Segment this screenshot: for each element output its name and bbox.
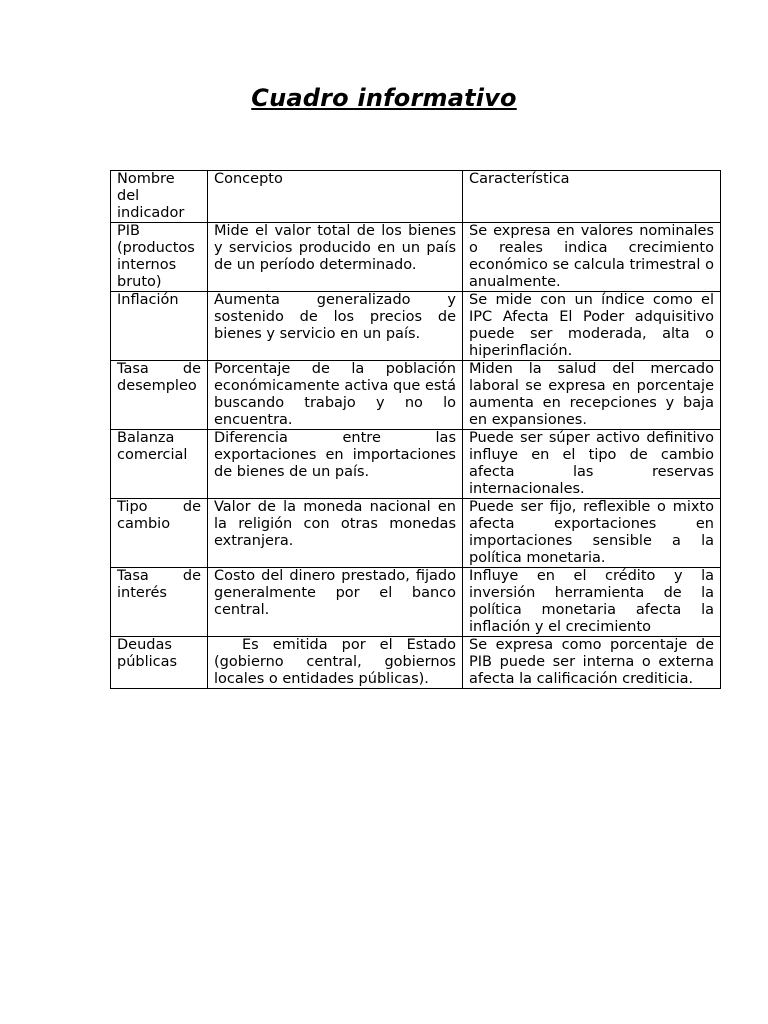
cell-indicator: Tasa de interés	[111, 568, 208, 637]
cell-characteristic: Miden la salud del mercado laboral se expresa en porcentaje aumenta en recepciones y baja en expansiones.	[463, 361, 721, 430]
cell-characteristic: Puede ser fijo, reflexible o mixto afecta exportaciones en importaciones sensible a la política monetaria.	[463, 499, 721, 568]
page-title: Cuadro informativo	[251, 84, 517, 112]
table-row	[111, 637, 721, 689]
cell-characteristic: Se expresa en valores nominales o reales indica crecimiento económico se calcula trimestral o anualmente.	[463, 223, 721, 292]
cell-indicator: Inflación	[111, 292, 208, 361]
cell-concept: Aumenta generalizado y sostenido de los precios de bienes y servicio en un país.	[208, 292, 463, 361]
cell-concept: Mide el valor total de los bienes y servicios producido en un país de un período determinado.	[208, 223, 463, 292]
cell-concept: Costo del dinero prestado, fijado generalmente por el banco central.	[208, 568, 463, 637]
cell-characteristic: Puede ser súper activo definitivo influye en el tipo de cambio afecta las reservas internacionales.	[463, 430, 721, 499]
table-row	[111, 430, 721, 499]
cell-indicator: PIB (productos internos bruto)	[111, 223, 208, 292]
cell-indicator: Deudas públicas	[111, 637, 208, 689]
info-table	[110, 170, 721, 689]
cell-indicator: Tasa de desempleo	[111, 361, 208, 430]
table-row	[111, 292, 721, 361]
header-cell-characteristic: Característica	[463, 171, 721, 223]
cell-concept: Es emitida por el Estado (gobierno central, gobiernos locales o entidades públicas).	[208, 637, 463, 689]
table-row	[111, 223, 721, 292]
header-cell-indicator: Nombre del indicador	[111, 171, 208, 223]
cell-indicator: Balanza comercial	[111, 430, 208, 499]
cell-concept: Valor de la moneda nacional en la religión con otras monedas extranjera.	[208, 499, 463, 568]
table-header-row	[111, 171, 721, 223]
cell-concept: Porcentaje de la población económicamente activa que está buscando trabajo y no lo encuentra.	[208, 361, 463, 430]
table-row	[111, 568, 721, 637]
table-row	[111, 499, 721, 568]
cell-characteristic: Se expresa como porcentaje de PIB puede ser interna o externa afecta la calificación crediticia.	[463, 637, 721, 689]
table-row	[111, 361, 721, 430]
cell-concept: Diferencia entre las exportaciones en importaciones de bienes de un país.	[208, 430, 463, 499]
header-cell-concept: Concepto	[208, 171, 463, 223]
cell-indicator: Tipo de cambio	[111, 499, 208, 568]
cell-characteristic: Se mide con un índice como el IPC Afecta El Poder adquisitivo puede ser moderada, alta o hiperinflación.	[463, 292, 721, 361]
cell-characteristic: Influye en el crédito y la inversión herramienta de la política monetaria afecta la inflación y el crecimiento	[463, 568, 721, 637]
